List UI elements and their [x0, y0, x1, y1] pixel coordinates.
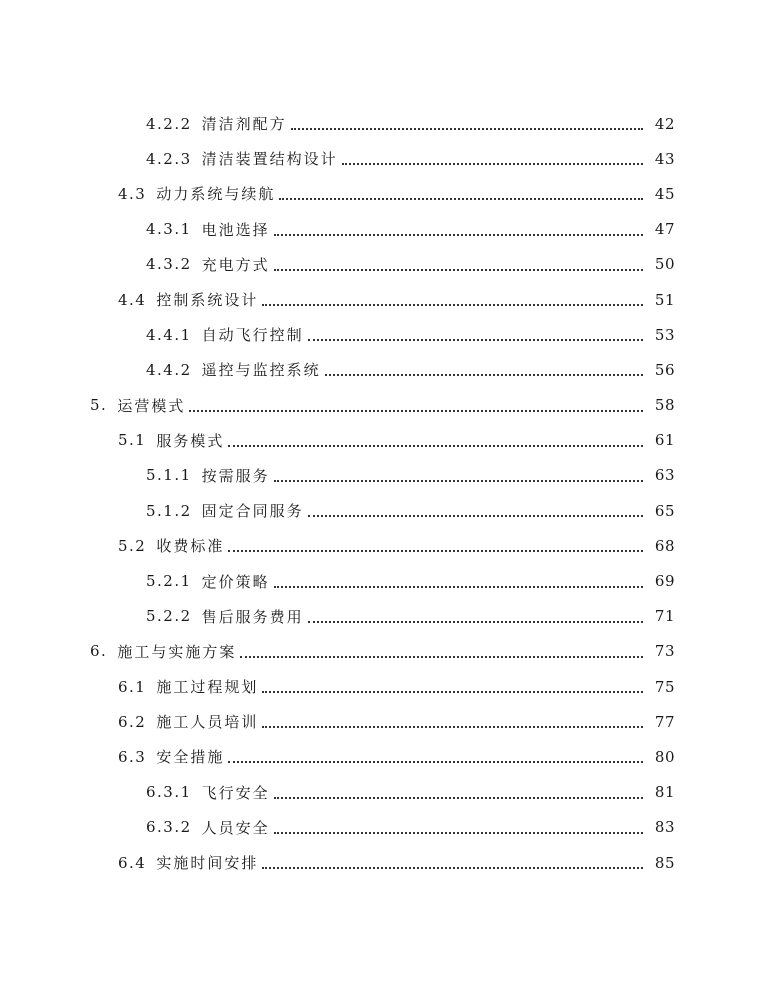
toc-entry-title: 实施时间安排: [156, 854, 259, 873]
toc-dot-leader: [262, 303, 643, 306]
toc-entry-title: 施工与实施方案: [117, 642, 237, 661]
toc-entry-title: 遥控与监控系统: [201, 361, 321, 380]
toc-entry[interactable]: [0, 106, 765, 141]
toc-entry-title: 电池选择: [201, 220, 270, 239]
toc-page-number: 58: [654, 396, 675, 415]
toc-page-number: 75: [654, 677, 675, 696]
toc-entry-number: 4.3.2: [146, 255, 192, 274]
toc-entry-number: 6.4: [118, 853, 147, 872]
toc-dot-leader: [262, 725, 643, 728]
toc-dot-leader: [274, 233, 643, 236]
toc-entry[interactable]: [0, 739, 765, 774]
toc-entry-number: 4.3: [118, 184, 147, 203]
toc-entry[interactable]: [0, 176, 765, 211]
toc-entry-title: 清洁装置结构设计: [201, 150, 338, 169]
toc-dot-leader: [274, 479, 643, 482]
toc-entry-number: 5.2.2: [146, 607, 192, 626]
toc-page-number: 51: [654, 290, 675, 309]
toc-entry[interactable]: [0, 704, 765, 739]
toc-entry-title: 充电方式: [201, 255, 270, 274]
toc-entry[interactable]: [0, 458, 765, 493]
toc-entry-title: 自动飞行控制: [201, 326, 304, 345]
table-of-contents: [0, 106, 765, 880]
toc-dot-leader: [308, 514, 643, 517]
toc-entry[interactable]: [0, 810, 765, 845]
toc-page-number: 53: [654, 325, 675, 344]
toc-entry-title: 动力系统与续航: [156, 185, 276, 204]
toc-entry-number: 4.4: [118, 290, 147, 309]
toc-dot-leader: [274, 831, 643, 834]
toc-entry-number: 6.1: [118, 677, 147, 696]
toc-dot-leader: [308, 620, 643, 623]
toc-entry-number: 6.3: [118, 747, 147, 766]
toc-entry[interactable]: [0, 388, 765, 423]
toc-page-number: 73: [654, 642, 675, 661]
toc-entry-title: 售后服务费用: [201, 607, 304, 626]
toc-page-number: 77: [654, 712, 675, 731]
toc-page-number: 65: [654, 501, 675, 520]
toc-entry[interactable]: [0, 845, 765, 880]
toc-entry-number: 5.2: [118, 536, 147, 555]
toc-page-number: 71: [654, 607, 675, 626]
toc-dot-leader: [291, 127, 643, 130]
toc-entry-number: 4.2.3: [146, 149, 192, 168]
toc-page-number: 56: [654, 360, 675, 379]
toc-entry-title: 飞行安全: [201, 783, 270, 802]
toc-page-number: 83: [654, 818, 675, 837]
toc-page-number: 68: [654, 536, 675, 555]
toc-page-number: 50: [654, 255, 675, 274]
toc-entry-number: 5.1.1: [146, 466, 192, 485]
toc-dot-leader: [308, 338, 643, 341]
toc-dot-leader: [240, 655, 643, 658]
toc-entry[interactable]: [0, 352, 765, 387]
toc-entry[interactable]: [0, 634, 765, 669]
toc-entry-number: 5.: [90, 396, 108, 415]
toc-entry-number: 6.2: [118, 712, 147, 731]
toc-entry[interactable]: [0, 212, 765, 247]
toc-entry-number: 5.2.1: [146, 572, 192, 591]
toc-dot-leader: [228, 444, 643, 447]
toc-entry-number: 4.3.1: [146, 220, 192, 239]
toc-entry-title: 运营模式: [117, 396, 186, 415]
toc-entry-title: 定价策略: [201, 572, 270, 591]
toc-entry[interactable]: [0, 563, 765, 598]
toc-entry[interactable]: [0, 423, 765, 458]
toc-page-number: 69: [654, 572, 675, 591]
toc-page-number: 45: [654, 184, 675, 203]
toc-entry[interactable]: [0, 141, 765, 176]
toc-entry-title: 施工过程规划: [156, 678, 259, 697]
toc-entry-number: 6.3.1: [146, 783, 192, 802]
toc-entry-number: 5.1: [118, 431, 147, 450]
toc-dot-leader: [189, 409, 643, 412]
toc-dot-leader: [325, 373, 643, 376]
toc-dot-leader: [274, 268, 643, 271]
toc-entry-number: 4.2.2: [146, 114, 192, 133]
toc-dot-leader: [228, 760, 643, 763]
toc-entry-number: 4.4.2: [146, 360, 192, 379]
toc-entry-title: 收费标准: [156, 537, 225, 556]
toc-entry[interactable]: [0, 493, 765, 528]
toc-entry-title: 施工人员培训: [156, 713, 259, 732]
toc-entry-number: 6.: [90, 642, 108, 661]
toc-dot-leader: [274, 585, 643, 588]
toc-dot-leader: [274, 796, 643, 799]
toc-entry-number: 5.1.2: [146, 501, 192, 520]
toc-page-number: 85: [654, 853, 675, 872]
toc-dot-leader: [279, 197, 643, 200]
toc-entry[interactable]: [0, 247, 765, 282]
toc-entry-title: 固定合同服务: [201, 502, 304, 521]
toc-entry-number: 4.4.1: [146, 325, 192, 344]
toc-entry-title: 安全措施: [156, 748, 225, 767]
toc-dot-leader: [342, 162, 643, 165]
toc-entry[interactable]: [0, 669, 765, 704]
toc-entry-title: 服务模式: [156, 431, 225, 450]
toc-dot-leader: [262, 866, 643, 869]
toc-entry-title: 按需服务: [201, 466, 270, 485]
toc-page-number: 81: [654, 783, 675, 802]
toc-page-number: 42: [654, 114, 675, 133]
toc-entry[interactable]: [0, 282, 765, 317]
toc-page-number: 63: [654, 466, 675, 485]
toc-page-number: 47: [654, 220, 675, 239]
toc-dot-leader: [228, 549, 643, 552]
toc-entry-title: 清洁剂配方: [201, 115, 287, 134]
toc-page-number: 61: [654, 431, 675, 450]
toc-page-number: 80: [654, 747, 675, 766]
toc-entry[interactable]: [0, 317, 765, 352]
toc-entry-title: 控制系统设计: [156, 291, 259, 310]
toc-entry[interactable]: [0, 775, 765, 810]
toc-page-number: 43: [654, 149, 675, 168]
toc-dot-leader: [262, 690, 643, 693]
toc-entry[interactable]: [0, 528, 765, 563]
toc-entry-number: 6.3.2: [146, 818, 192, 837]
toc-entry-title: 人员安全: [201, 818, 270, 837]
toc-entry[interactable]: [0, 599, 765, 634]
